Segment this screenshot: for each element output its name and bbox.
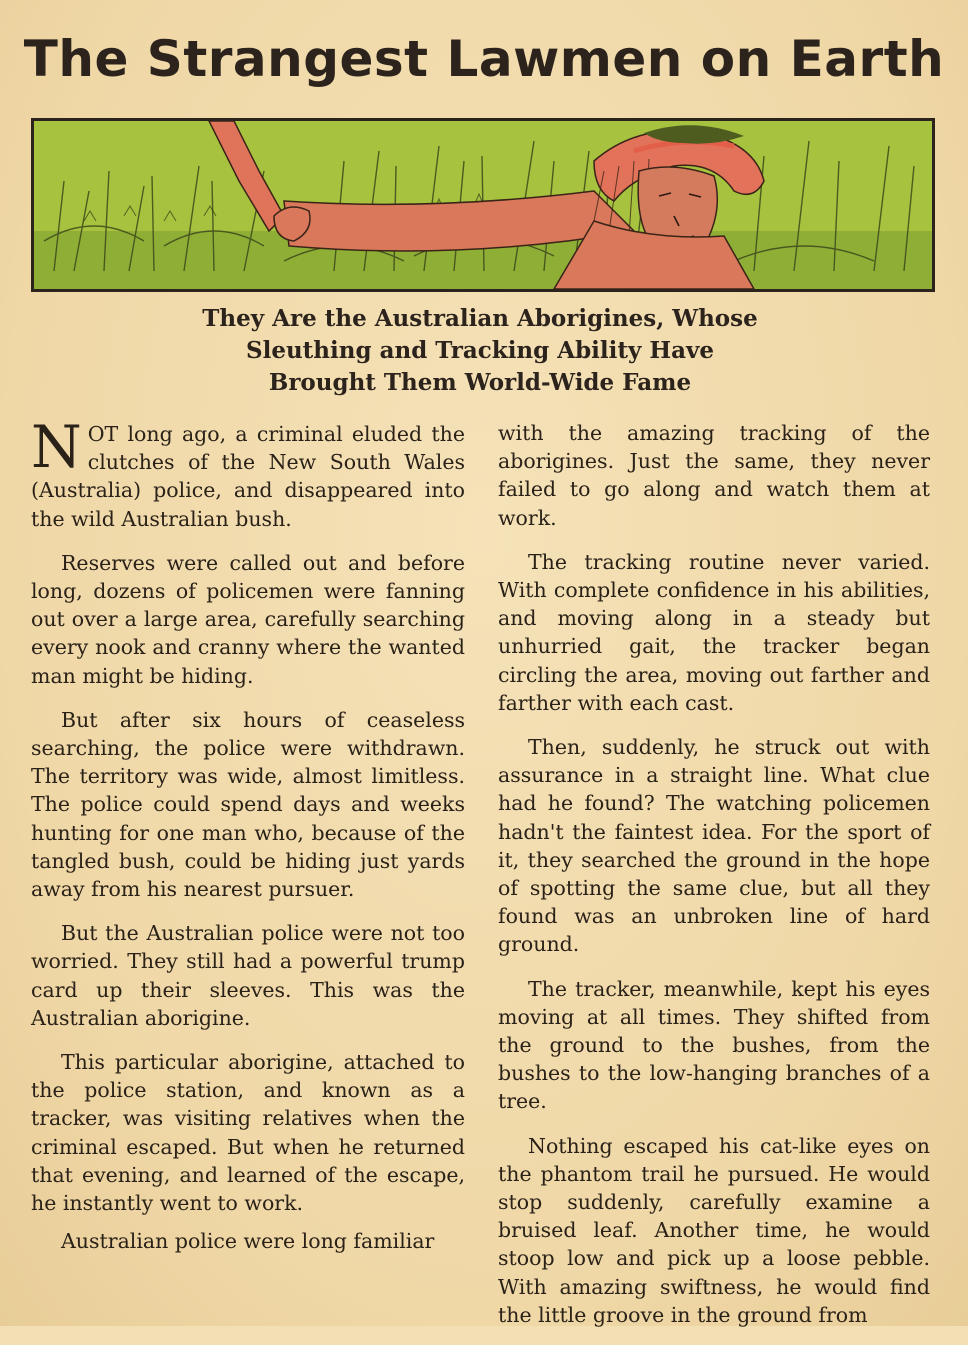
drop-cap: N <box>31 413 82 481</box>
paragraph-1 <box>31 413 465 533</box>
subtitle-line-1: They Are the Australian Aborigines, Whose <box>202 305 758 332</box>
paragraph-2: Reserves were called out and before long, dozens of policemen were fanning out over a large area, carefully searching every nook and cranny where the wanted man might be hiding. <box>31 550 465 688</box>
right-column <box>498 419 930 1345</box>
paragraph-7: with the amazing tracking of the aborigines. Just the same, they never failed to go along and watch them at work. <box>498 421 930 530</box>
paragraph-5: This particular aborigine, attached to the police station, and known as a tracker, was visiting relatives when the criminal escaped. But when he returned that evening, and learned of the escape, he instantly went to work. <box>31 1050 465 1216</box>
page-title: The Strangest Lawmen on Earth <box>23 30 945 88</box>
paragraph-11: Nothing escaped his cat-like eyes on the phantom trail he pursued. He would stop suddenly, carefully examine a bruised leaf. Another time, he would stoop low and pick up a loose pebble. With amazing swiftness, he would find the little groove in the ground from <box>498 1133 930 1327</box>
paragraph-9: Then, suddenly, he struck out with assurance in a straight line. What clue had he found? The watching policemen hadn't the faintest idea. For the sport of it, they searched the ground in the hope of spotting the same clue, but all they found was an unbroken line of hard ground. <box>498 735 930 957</box>
tracker-in-grass-image <box>34 121 932 289</box>
subtitle-line-3: Brought Them World-Wide Fame <box>268 369 692 396</box>
header-illustration <box>31 118 935 292</box>
subtitle <box>80 303 880 399</box>
paragraph-6: Australian police were long familiar <box>61 1229 435 1254</box>
subtitle-line-2: Sleuthing and Tracking Ability Have <box>245 337 715 364</box>
left-column <box>31 413 465 1271</box>
paragraph-1-text: OT long ago, a criminal eluded the clutches of the New South Wales (Australia) police, and disappeared into the wild Australian bush. <box>31 422 465 531</box>
paragraph-8: The tracking routine never varied. With complete confidence in his abilities, and moving along in a steady but unhurried gait, the tracker began circling the area, moving out farther and farther with each cast. <box>498 549 930 715</box>
paragraph-3: But after six hours of ceaseless searching, the police were withdrawn. The territory was wide, almost limitless. The police could spend days and weeks hunting for one man who, because of the tangled bush, could be hiding just yards away from his nearest pursuer. <box>31 707 465 902</box>
paragraph-10: The tracker, meanwhile, kept his eyes moving at all times. They shifted from the ground to the bushes, from the bushes to the low-hanging branches of a tree. <box>498 976 930 1114</box>
paragraph-4: But the Australian police were not too worried. They still had a powerful trump card up their sleeves. This was the Australian aborigine. <box>31 921 465 1030</box>
